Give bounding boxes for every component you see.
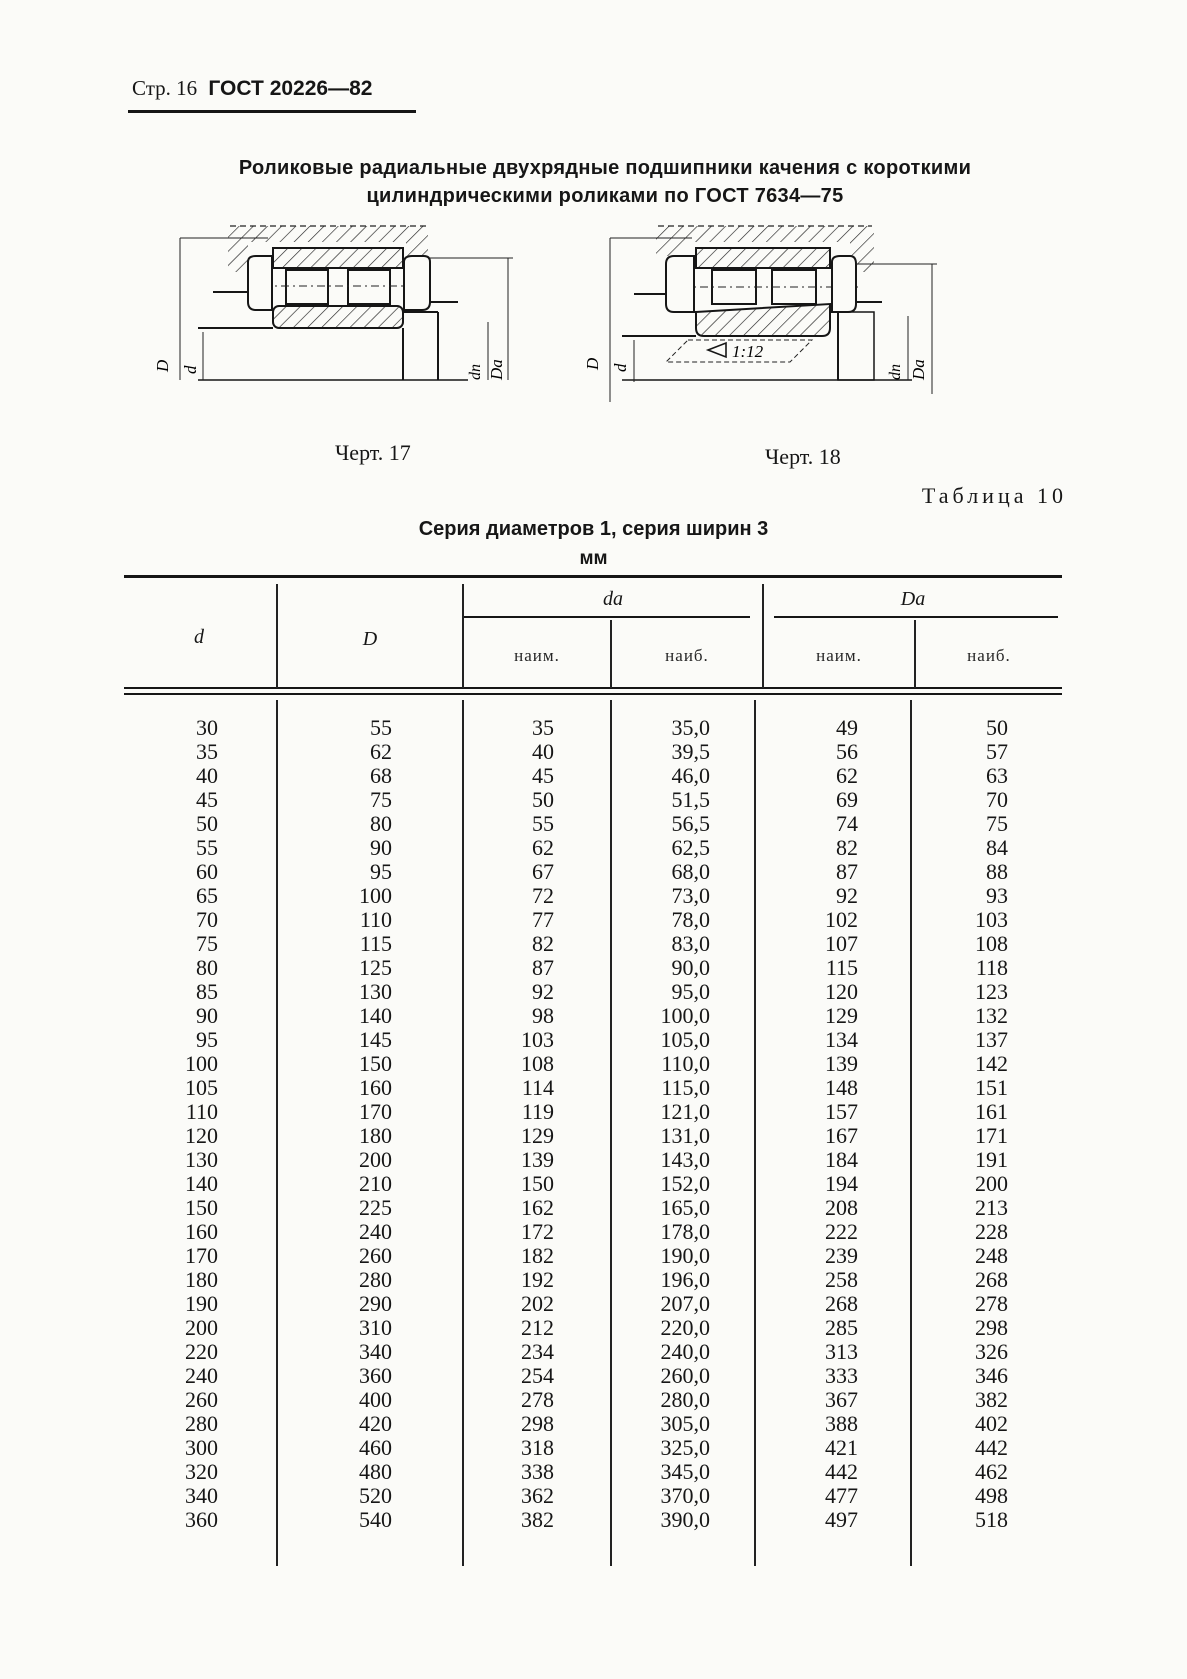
table-cell: 180 bbox=[185, 1267, 218, 1292]
table-cell: 100,0 bbox=[660, 1003, 710, 1028]
table-cell: 442 bbox=[975, 1435, 1008, 1460]
table-cell: 39,5 bbox=[671, 739, 710, 764]
table-cell: 280 bbox=[359, 1267, 392, 1292]
table-cell: 87 bbox=[532, 955, 554, 980]
table-cell: 420 bbox=[359, 1411, 392, 1436]
table-cell: 92 bbox=[836, 883, 858, 908]
table-cell: 258 bbox=[825, 1267, 858, 1292]
table-cell: 260 bbox=[359, 1243, 392, 1268]
header-da-max: наиб. bbox=[665, 646, 709, 665]
table-cell: 240 bbox=[185, 1363, 218, 1388]
table-cell: 498 bbox=[975, 1483, 1008, 1508]
page-header bbox=[132, 76, 372, 101]
table-cell: 285 bbox=[825, 1315, 858, 1340]
col-divider-3 bbox=[610, 700, 612, 1566]
fig18-label-dn: dn bbox=[887, 364, 904, 380]
table-cell: 268 bbox=[975, 1267, 1008, 1292]
table-cell: 108 bbox=[975, 931, 1008, 956]
table-cell: 248 bbox=[975, 1243, 1008, 1268]
table-cell: 132 bbox=[975, 1003, 1008, 1028]
table-cell: 161 bbox=[975, 1099, 1008, 1124]
table-cell: 333 bbox=[825, 1363, 858, 1388]
table-cell: 102 bbox=[825, 907, 858, 932]
header-da-min: наим. bbox=[514, 646, 560, 665]
table-cell: 143,0 bbox=[660, 1147, 710, 1172]
table-cell: 55 bbox=[532, 811, 554, 836]
table-cell: 68 bbox=[370, 763, 392, 788]
table-cell: 318 bbox=[521, 1435, 554, 1460]
page-number: Стр. 16 bbox=[132, 76, 198, 100]
table-cell: 62 bbox=[370, 739, 392, 764]
page-title bbox=[150, 154, 1060, 210]
table-cell: 130 bbox=[185, 1147, 218, 1172]
table-cell: 75 bbox=[986, 811, 1008, 836]
table-cell: 49 bbox=[836, 715, 858, 740]
figure-17 bbox=[153, 212, 548, 412]
table-cell: 142 bbox=[975, 1051, 1008, 1076]
table-cell: 50 bbox=[532, 787, 554, 812]
table-cell: 92 bbox=[532, 979, 554, 1004]
figure-18-drawing bbox=[583, 212, 1012, 422]
table-cell: 80 bbox=[370, 811, 392, 836]
table-cell: 98 bbox=[532, 1003, 554, 1028]
table-cell: 172 bbox=[521, 1219, 554, 1244]
table-cell: 220 bbox=[185, 1339, 218, 1364]
fig18-label-D: D bbox=[583, 357, 602, 370]
table-cell: 148 bbox=[825, 1075, 858, 1100]
table-cell: 103 bbox=[521, 1027, 554, 1052]
table-cell: 268 bbox=[825, 1291, 858, 1316]
table-cell: 62 bbox=[836, 763, 858, 788]
table-cell: 90,0 bbox=[671, 955, 710, 980]
table-cell: 150 bbox=[185, 1195, 218, 1220]
header-rule-2 bbox=[124, 693, 1062, 695]
fig18-taper-label: 1:12 bbox=[732, 342, 764, 361]
header-rule-1 bbox=[124, 687, 1062, 689]
table-cell: 82 bbox=[532, 931, 554, 956]
table-cell: 115 bbox=[825, 955, 858, 980]
table-cell: 345,0 bbox=[660, 1459, 710, 1484]
table-cell: 129 bbox=[825, 1003, 858, 1028]
table-cell: 84 bbox=[986, 835, 1008, 860]
table-cell: 95,0 bbox=[671, 979, 710, 1004]
header-da: da bbox=[603, 588, 623, 610]
table-cell: 200 bbox=[359, 1147, 392, 1172]
table-cell: 110 bbox=[359, 907, 392, 932]
table-cell: 78,0 bbox=[671, 907, 710, 932]
table-cell: 90 bbox=[370, 835, 392, 860]
table-cell: 300 bbox=[185, 1435, 218, 1460]
table-cell: 115,0 bbox=[661, 1075, 710, 1100]
table-cell: 85 bbox=[196, 979, 218, 1004]
table-cell: 196,0 bbox=[660, 1267, 710, 1292]
table-cell: 280 bbox=[185, 1411, 218, 1436]
table-cell: 180 bbox=[359, 1123, 392, 1148]
table-cell: 93 bbox=[986, 883, 1008, 908]
table-cell: 278 bbox=[521, 1387, 554, 1412]
table-cell: 310 bbox=[359, 1315, 392, 1340]
table-cell: 140 bbox=[185, 1171, 218, 1196]
table-cell: 35 bbox=[196, 739, 218, 764]
table-cell: 194 bbox=[825, 1171, 858, 1196]
table-cell: 62 bbox=[532, 835, 554, 860]
table-cell: 207,0 bbox=[660, 1291, 710, 1316]
table-cell: 151 bbox=[975, 1075, 1008, 1100]
column-Da-min bbox=[780, 716, 858, 1532]
table-cell: 139 bbox=[825, 1051, 858, 1076]
table-cell: 107 bbox=[825, 931, 858, 956]
table-cell: 103 bbox=[975, 907, 1008, 932]
table-cell: 477 bbox=[825, 1483, 858, 1508]
table-cell: 260,0 bbox=[660, 1363, 710, 1388]
table-cell: 340 bbox=[359, 1339, 392, 1364]
table-cell: 72 bbox=[532, 883, 554, 908]
table-cell: 360 bbox=[185, 1507, 218, 1532]
header-Da-max: наиб. bbox=[967, 646, 1011, 665]
table-cell: 105 bbox=[185, 1075, 218, 1100]
table-cell: 35,0 bbox=[671, 715, 710, 740]
table-cell: 160 bbox=[359, 1075, 392, 1100]
table-cell: 190 bbox=[185, 1291, 218, 1316]
table-cell: 90 bbox=[196, 1003, 218, 1028]
title-line-1: Роликовые радиальные двухрядные подшипники качения с короткими bbox=[238, 157, 972, 179]
table-cell: 100 bbox=[359, 883, 392, 908]
fig17-label-dn: dn bbox=[467, 364, 484, 380]
table-cell: 65 bbox=[196, 883, 218, 908]
table-cell: 167 bbox=[825, 1123, 858, 1148]
column-da-min bbox=[480, 716, 554, 1532]
table-cell: 442 bbox=[825, 1459, 858, 1484]
table-cell: 137 bbox=[975, 1027, 1008, 1052]
table-cell: 210 bbox=[359, 1171, 392, 1196]
table-cell: 121,0 bbox=[660, 1099, 710, 1124]
fig18-label-d: d bbox=[611, 363, 630, 372]
fig17-label-d: d bbox=[181, 365, 200, 374]
table-cell: 57 bbox=[986, 739, 1008, 764]
table-cell: 75 bbox=[370, 787, 392, 812]
col-divider-2 bbox=[462, 700, 464, 1566]
table-cell: 120 bbox=[825, 979, 858, 1004]
Da-group-rule bbox=[774, 616, 1058, 618]
header-D: D bbox=[362, 628, 378, 650]
table-cell: 105,0 bbox=[660, 1027, 710, 1052]
table-cell: 35 bbox=[532, 715, 554, 740]
table-cell: 520 bbox=[359, 1483, 392, 1508]
table-cell: 190,0 bbox=[660, 1243, 710, 1268]
title-line-2: цилиндрическими роликами по ГОСТ 7634—75 bbox=[366, 185, 844, 207]
col-divider-1 bbox=[276, 700, 278, 1566]
table-cell: 325,0 bbox=[660, 1435, 710, 1460]
table-cell: 228 bbox=[975, 1219, 1008, 1244]
table-cell: 200 bbox=[975, 1171, 1008, 1196]
table-cell: 114 bbox=[521, 1075, 554, 1100]
table-subtitle: Серия диаметров 1, серия ширин 3 bbox=[418, 518, 769, 540]
table-cell: 388 bbox=[825, 1411, 858, 1436]
table-cell: 118 bbox=[975, 955, 1008, 980]
table-cell: 178,0 bbox=[660, 1219, 710, 1244]
table-cell: 182 bbox=[521, 1243, 554, 1268]
column-Da-max bbox=[930, 716, 1008, 1532]
table-cell: 50 bbox=[196, 811, 218, 836]
table-cell: 313 bbox=[825, 1339, 858, 1364]
table-cell: 67 bbox=[532, 859, 554, 884]
col-divider-4 bbox=[754, 700, 756, 1566]
table-cell: 75 bbox=[196, 931, 218, 956]
fig17-label-Da: Da bbox=[487, 359, 506, 380]
table-cell: 77 bbox=[532, 907, 554, 932]
table-cell: 108 bbox=[521, 1051, 554, 1076]
table-cell: 80 bbox=[196, 955, 218, 980]
table-cell: 73,0 bbox=[671, 883, 710, 908]
table-cell: 171 bbox=[975, 1123, 1008, 1148]
table-cell: 240,0 bbox=[660, 1339, 710, 1364]
table-cell: 212 bbox=[521, 1315, 554, 1340]
header-Da-min: наим. bbox=[816, 646, 862, 665]
table-cell: 390,0 bbox=[660, 1507, 710, 1532]
table-cell: 192 bbox=[521, 1267, 554, 1292]
header-d: d bbox=[194, 626, 204, 648]
table-cell: 83,0 bbox=[671, 931, 710, 956]
table-cell: 202 bbox=[521, 1291, 554, 1316]
table-cell: 326 bbox=[975, 1339, 1008, 1364]
table-cell: 115 bbox=[359, 931, 392, 956]
table-cell: 213 bbox=[975, 1195, 1008, 1220]
table-cell: 45 bbox=[196, 787, 218, 812]
figure-18 bbox=[583, 212, 1012, 422]
table-cell: 165,0 bbox=[660, 1195, 710, 1220]
table-cell: 50 bbox=[986, 715, 1008, 740]
table-units: мм bbox=[579, 548, 608, 569]
table-cell: 170 bbox=[359, 1099, 392, 1124]
table-cell: 70 bbox=[196, 907, 218, 932]
table-cell: 56 bbox=[836, 739, 858, 764]
header-Da: Da bbox=[900, 588, 926, 610]
table-cell: 129 bbox=[521, 1123, 554, 1148]
table-cell: 480 bbox=[359, 1459, 392, 1484]
table-cell: 74 bbox=[836, 811, 858, 836]
figure-17-drawing bbox=[153, 212, 548, 412]
table-cell: 225 bbox=[359, 1195, 392, 1220]
table-cell: 222 bbox=[825, 1219, 858, 1244]
table-cell: 87 bbox=[836, 859, 858, 884]
table-cell: 200 bbox=[185, 1315, 218, 1340]
table-cell: 160 bbox=[185, 1219, 218, 1244]
table-cell: 360 bbox=[359, 1363, 392, 1388]
table-cell: 63 bbox=[986, 763, 1008, 788]
table-cell: 119 bbox=[521, 1099, 554, 1124]
table-cell: 400 bbox=[359, 1387, 392, 1412]
table-cell: 338 bbox=[521, 1459, 554, 1484]
table-cell: 110,0 bbox=[661, 1051, 710, 1076]
table-cell: 51,5 bbox=[671, 787, 710, 812]
table-cell: 191 bbox=[975, 1147, 1008, 1172]
table-cell: 367 bbox=[825, 1387, 858, 1412]
table-cell: 518 bbox=[975, 1507, 1008, 1532]
table-cell: 110 bbox=[185, 1099, 218, 1124]
table-cell: 497 bbox=[825, 1507, 858, 1532]
table-cell: 239 bbox=[825, 1243, 858, 1268]
table-cell: 130 bbox=[359, 979, 392, 1004]
figure-17-caption: Черт. 17 bbox=[335, 440, 411, 465]
table-cell: 346 bbox=[975, 1363, 1008, 1388]
standard-number: ГОСТ 20226—82 bbox=[208, 77, 373, 100]
table-cell: 462 bbox=[975, 1459, 1008, 1484]
table-cell: 254 bbox=[521, 1363, 554, 1388]
table-cell: 150 bbox=[359, 1051, 392, 1076]
table-cell: 60 bbox=[196, 859, 218, 884]
table-cell: 95 bbox=[370, 859, 392, 884]
table-cell: 152,0 bbox=[660, 1171, 710, 1196]
da-group-rule bbox=[464, 616, 750, 618]
table-cell: 208 bbox=[825, 1195, 858, 1220]
table-cell: 125 bbox=[359, 955, 392, 980]
table-cell: 123 bbox=[975, 979, 1008, 1004]
table-top-rule bbox=[124, 575, 1062, 578]
table-cell: 340 bbox=[185, 1483, 218, 1508]
table-cell: 145 bbox=[359, 1027, 392, 1052]
table-cell: 56,5 bbox=[671, 811, 710, 836]
col-divider-5 bbox=[910, 700, 912, 1566]
table-cell: 40 bbox=[532, 739, 554, 764]
table-cell: 131,0 bbox=[660, 1123, 710, 1148]
table-cell: 170 bbox=[185, 1243, 218, 1268]
fig18-label-Da: Da bbox=[909, 359, 928, 380]
table-cell: 82 bbox=[836, 835, 858, 860]
table-cell: 162 bbox=[521, 1195, 554, 1220]
table-cell: 280,0 bbox=[660, 1387, 710, 1412]
table-cell: 150 bbox=[521, 1171, 554, 1196]
table-cell: 234 bbox=[521, 1339, 554, 1364]
figure-18-caption: Черт. 18 bbox=[765, 444, 841, 469]
table-cell: 140 bbox=[359, 1003, 392, 1028]
table-cell: 30 bbox=[196, 715, 218, 740]
table-cell: 382 bbox=[975, 1387, 1008, 1412]
header-underline bbox=[128, 110, 416, 113]
table-cell: 62,5 bbox=[671, 835, 710, 860]
table-cell: 298 bbox=[975, 1315, 1008, 1340]
table-cell: 421 bbox=[825, 1435, 858, 1460]
column-da-max bbox=[628, 716, 710, 1532]
table-cell: 45 bbox=[532, 763, 554, 788]
table-cell: 320 bbox=[185, 1459, 218, 1484]
table-cell: 120 bbox=[185, 1123, 218, 1148]
table-cell: 40 bbox=[196, 763, 218, 788]
table-cell: 157 bbox=[825, 1099, 858, 1124]
fig17-label-D: D bbox=[153, 359, 172, 372]
table-cell: 55 bbox=[370, 715, 392, 740]
table-cell: 88 bbox=[986, 859, 1008, 884]
table-cell: 402 bbox=[975, 1411, 1008, 1436]
table-cell: 184 bbox=[825, 1147, 858, 1172]
table-cell: 382 bbox=[521, 1507, 554, 1532]
table-cell: 139 bbox=[521, 1147, 554, 1172]
table-cell: 278 bbox=[975, 1291, 1008, 1316]
table-number: Таблица 10 bbox=[921, 483, 1067, 508]
table-cell: 460 bbox=[359, 1435, 392, 1460]
column-d bbox=[150, 716, 218, 1532]
table-cell: 68,0 bbox=[671, 859, 710, 884]
table-cell: 69 bbox=[836, 787, 858, 812]
table-cell: 370,0 bbox=[660, 1483, 710, 1508]
table-cell: 362 bbox=[521, 1483, 554, 1508]
table-cell: 540 bbox=[359, 1507, 392, 1532]
table-cell: 134 bbox=[825, 1027, 858, 1052]
table-cell: 46,0 bbox=[671, 763, 710, 788]
table-cell: 70 bbox=[986, 787, 1008, 812]
table-cell: 240 bbox=[359, 1219, 392, 1244]
table-cell: 55 bbox=[196, 835, 218, 860]
table-cell: 260 bbox=[185, 1387, 218, 1412]
table-cell: 100 bbox=[185, 1051, 218, 1076]
table-cell: 220,0 bbox=[660, 1315, 710, 1340]
table-cell: 95 bbox=[196, 1027, 218, 1052]
table-cell: 298 bbox=[521, 1411, 554, 1436]
column-D bbox=[318, 716, 392, 1532]
table-cell: 305,0 bbox=[660, 1411, 710, 1436]
table-cell: 290 bbox=[359, 1291, 392, 1316]
